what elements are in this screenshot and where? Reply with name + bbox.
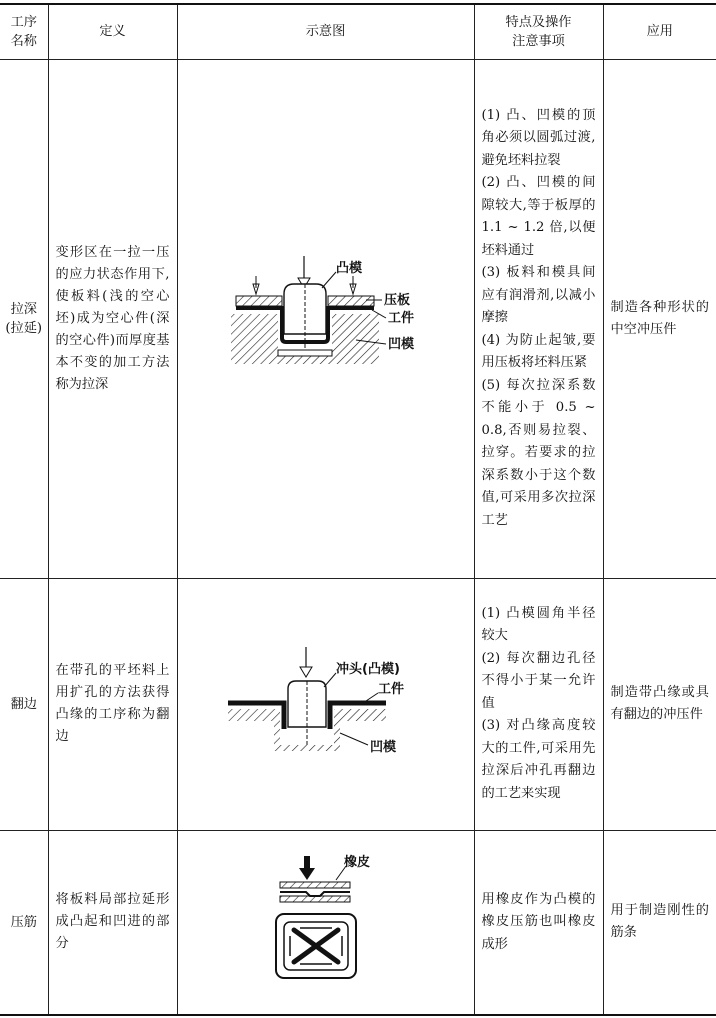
header-process-name <box>0 4 48 59</box>
note-item: (1) 凸、凹模的顶角必须以圆弧过渡,避免坯料拉裂 <box>481 107 596 168</box>
beading-diagram <box>177 830 474 1015</box>
note-item: (2) 凸、凹模的间隙较大,等于板厚的 1.1 ~ 1.2 倍,以便坯料通过 <box>481 175 596 258</box>
process-notes <box>474 578 603 830</box>
leader-punch <box>324 673 336 687</box>
table-row <box>0 830 716 1015</box>
header-notes <box>474 4 603 59</box>
header-definition: 定义 <box>48 4 177 59</box>
label-workpiece: 工件 <box>387 310 414 326</box>
note-item: (5) 每次拉深系数不能小于 0.5 ~ 0.8,否则易拉裂、拉穿。若要求的拉深系数小于这个数值,可采用多次拉深工艺 <box>481 377 596 528</box>
force-arrow <box>304 856 310 870</box>
process-name: 压筋 <box>0 830 48 1015</box>
leader-die <box>340 733 368 745</box>
label-holder: 压板 <box>383 292 410 308</box>
label-rubber: 橡皮 <box>343 855 370 871</box>
force-arrow-head <box>300 667 312 677</box>
leader-punch <box>322 272 336 288</box>
header-row <box>0 4 716 59</box>
label-punch: 冲头(凸模) <box>335 661 400 677</box>
blank-holder-left <box>236 296 282 306</box>
process-application: 用于制造刚性的筋条 <box>603 830 716 1015</box>
deep-drawing-diagram <box>177 59 474 578</box>
header-name-line2: 名称 <box>10 33 37 49</box>
note-item: (2) 每次翻边孔径不得小于某一允许值 <box>481 650 596 711</box>
leader-workpiece <box>366 693 378 701</box>
note-item: (3) 板料和模具间应有润滑剂,以减小摩擦 <box>481 265 596 326</box>
note-item: (3) 对凸缘高度较大的工件,可采用先拉深后冲孔再翻边的工艺来实现 <box>481 718 596 801</box>
process-application: 制造各种形状的中空冲压件 <box>603 59 716 578</box>
label-die: 凹模 <box>387 336 414 352</box>
rubber <box>280 882 350 888</box>
process-name <box>0 59 48 578</box>
header-diagram: 示意图 <box>177 4 474 59</box>
label-workpiece: 工件 <box>377 681 404 697</box>
process-name-line1: 拉深 <box>10 301 37 317</box>
header-notes-line1: 特点及操作 <box>505 14 572 30</box>
base <box>280 896 350 902</box>
process-definition: 将板料局部拉延形成凸起和凹进的部分 <box>48 830 177 1015</box>
process-notes <box>474 830 603 1015</box>
note-item: (4) 为防止起皱,要用压板将坯料压紧 <box>481 332 596 371</box>
process-notes <box>474 59 603 578</box>
header-notes-line2: 注意事项 <box>512 33 565 49</box>
label-punch: 凸模 <box>335 260 362 276</box>
header-name-line1: 工序 <box>10 14 37 30</box>
force-arrow-head <box>299 868 315 880</box>
table-row <box>0 59 716 578</box>
note-item: (1) 凸模圆角半径较大 <box>481 605 596 644</box>
label-die: 凹模 <box>369 739 396 755</box>
process-name-line2: (拉延) <box>5 320 43 336</box>
beading-figure <box>266 852 386 992</box>
flanging-figure <box>226 647 426 762</box>
process-name: 翻边 <box>0 578 48 830</box>
deep-drawing-figure <box>226 254 426 384</box>
process-definition: 在带孔的平坯料上用扩孔的方法获得凸缘的工序称为翻边 <box>48 578 177 830</box>
header-application: 应用 <box>603 4 716 59</box>
process-definition: 变形区在一拉一压的应力状态作用下,使板料(浅的空心坯)成为空心件(深的空心件)而厚度基本不变的加工方法称为拉深 <box>48 59 177 578</box>
flanging-diagram <box>177 578 474 830</box>
note-item: 用橡皮作为凸模的橡皮压筋也叫橡皮成形 <box>481 891 596 952</box>
process-application: 制造带凸缘或具有翻边的冲压件 <box>603 578 716 830</box>
die-bottom <box>278 350 332 356</box>
process-table <box>0 3 716 1016</box>
sheet <box>280 892 350 896</box>
blank-holder-right <box>328 296 374 306</box>
table-row <box>0 578 716 830</box>
